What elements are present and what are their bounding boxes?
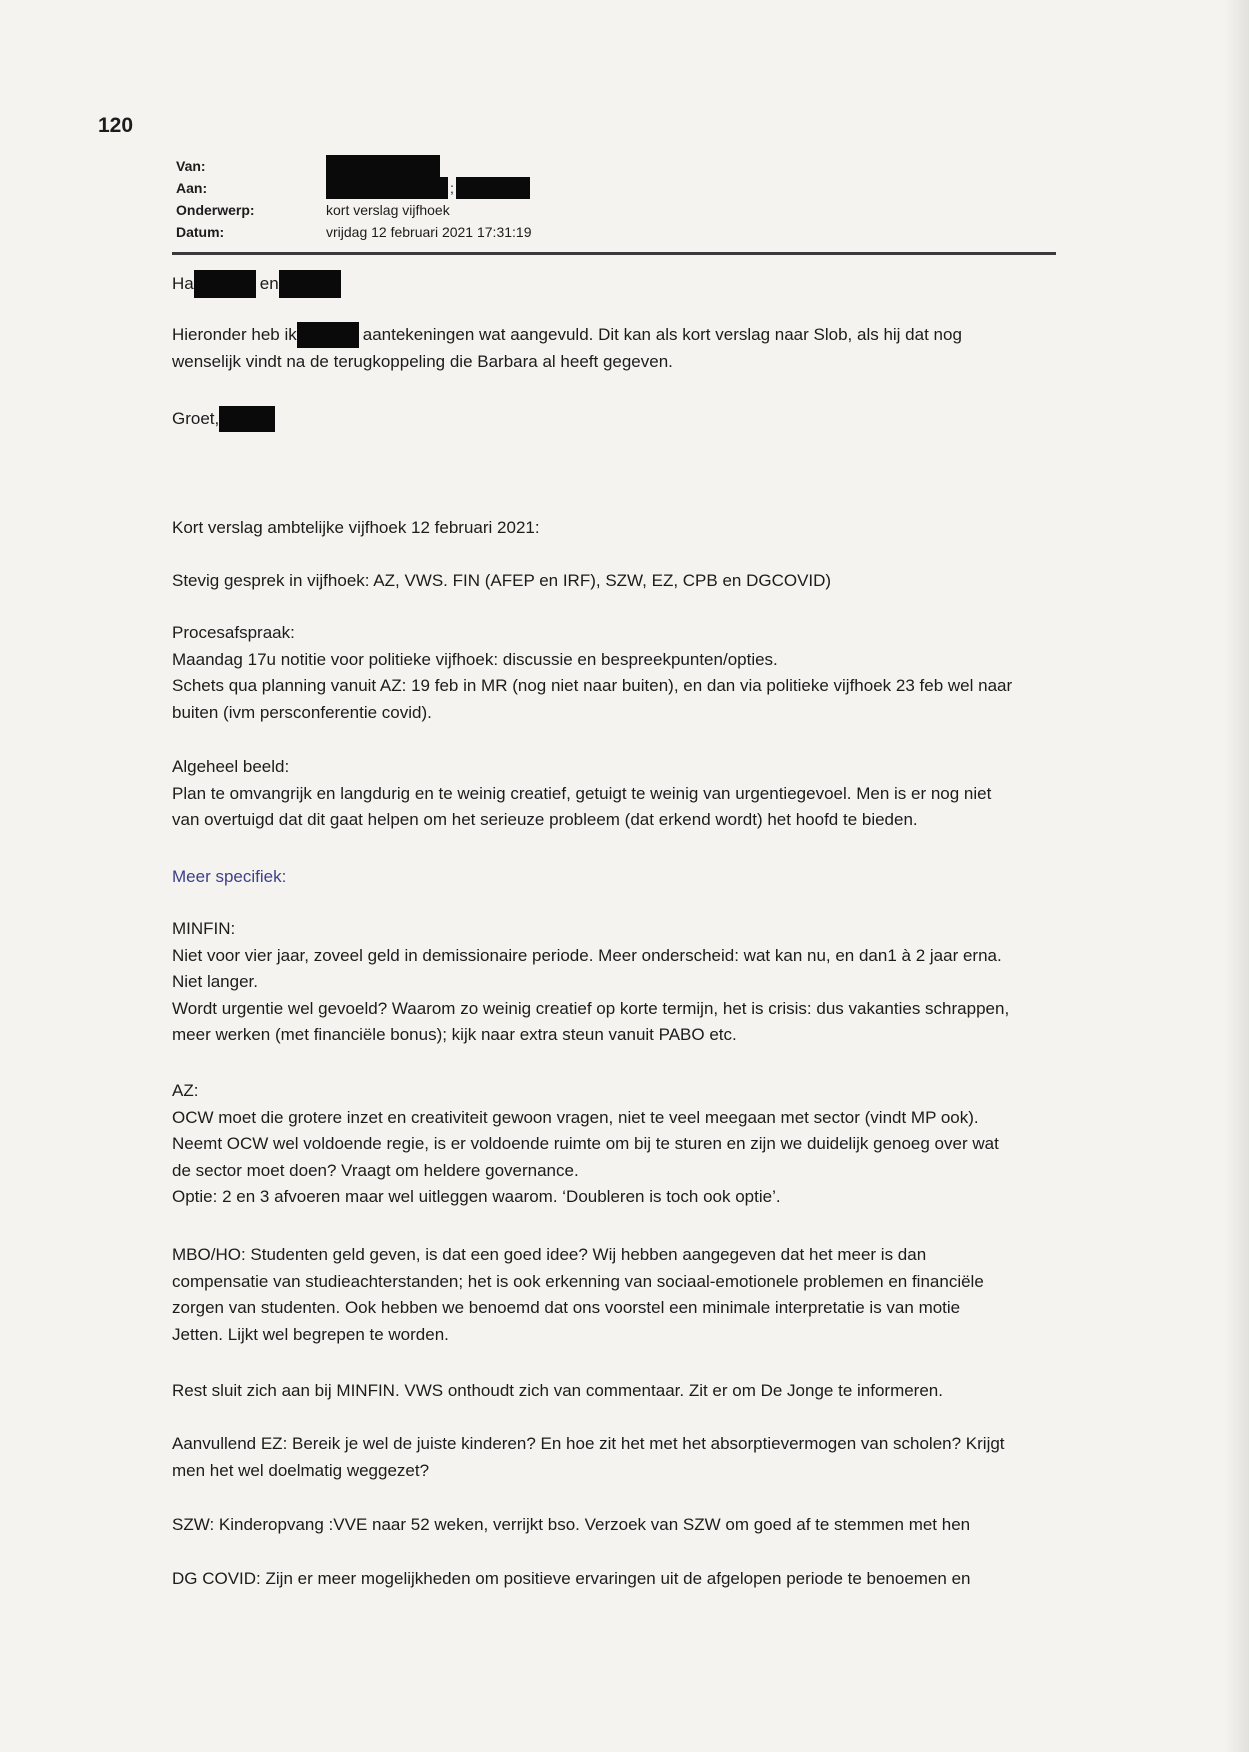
ez-section <box>172 1431 1052 1484</box>
az-line: de sector moet doen? Vraagt om heldere governance. <box>172 1160 579 1180</box>
process-line: Schets qua planning vanuit AZ: 19 feb in MR (nog niet naar buiten), en dan via politieke vijfhoek 23 feb wel naar <box>172 676 1013 695</box>
process-line: buiten (ivm persconferentie covid). <box>172 702 432 722</box>
from-value <box>326 155 440 177</box>
greeting-connector: en <box>259 273 279 293</box>
minfin-line: Niet langer. <box>172 972 258 991</box>
from-label: Van: <box>176 158 206 174</box>
ez-line: Aanvullend EZ: Bereik je wel de juiste kinderen? En hoe zit het met het absorptievermogen van scholen? Krijgt <box>172 1434 1005 1453</box>
mbo-line: MBO/HO: Studenten geld geven, is dat een goed idee? Wij hebben aangegeven dat het meer is dan <box>172 1245 927 1264</box>
mbo-line: Jetten. Lijkt wel begrepen te worden. <box>172 1324 449 1344</box>
email-header <box>176 155 1056 243</box>
az-line: Neemt OCW wel voldoende regie, is er voldoende ruimte om bij te sturen en zijn we duidelijk genoeg over wat <box>172 1134 999 1153</box>
az-section <box>172 1078 1052 1211</box>
subject-value: kort verslag vijfhoek <box>326 202 450 218</box>
page-edge <box>1225 0 1249 1752</box>
intro-part2: aantekeningen wat aangevuld. Dit kan als kort verslag naar Slob, als hij dat nog <box>362 325 962 344</box>
intro-paragraph <box>172 322 1052 375</box>
overall-line: Plan te omvangrijk en langdurig en te weinig creatief, getuigt te weinig van urgentiegevoel. Men is er nog niet <box>172 783 992 803</box>
redaction-block <box>456 177 530 199</box>
redaction-block <box>326 155 440 177</box>
ez-line: men het wel doelmatig weggezet? <box>172 1460 430 1480</box>
dgcovid-line: DG COVID: Zijn er meer mogelijkheden om positieve ervaringen uit de afgelopen periode te benoemen en <box>172 1569 971 1588</box>
az-line: Optie: 2 en 3 afvoeren maar wel uitleggen waarom. ‘Doubleren is toch ook optie’. <box>172 1187 781 1206</box>
az-heading: AZ: <box>172 1081 199 1100</box>
minfin-line: Niet voor vier jaar, zoveel geld in demissionaire periode. Meer onderscheid: wat kan nu, en dan1 à 2 jaar erna. <box>172 945 1002 965</box>
mbo-section <box>172 1242 1052 1348</box>
greeting-prefix: Ha <box>172 273 194 293</box>
page-number: 120 <box>98 114 134 137</box>
process-section <box>172 620 1052 726</box>
redaction-block <box>194 270 256 298</box>
redaction-block <box>219 406 275 432</box>
subject-label: Onderwerp: <box>176 202 255 218</box>
az-line: OCW moet die grotere inzet en creativiteit gewoon vragen, niet te veel meegaan met sector (vindt MP ook). <box>172 1107 979 1127</box>
process-heading: Procesafspraak: <box>172 623 295 642</box>
minfin-line: Wordt urgentie wel gevoeld? Waarom zo weinig creatief op korte termijn, het is crisis: dus vakanties schrappen, <box>172 998 1010 1018</box>
overall-line: van overtuigd dat dit gaat helpen om het serieuze probleem (dat erkend wordt) het hoofd te bieden. <box>172 810 918 829</box>
overall-heading: Algeheel beeld: <box>172 757 290 776</box>
subject-row <box>176 199 1056 221</box>
to-separator: ; <box>450 180 454 196</box>
to-row <box>176 177 1056 199</box>
report-title: Kort verslag ambtelijke vijfhoek 12 februari 2021: <box>172 518 540 537</box>
mbo-line: zorgen van studenten. Ook hebben we benoemd dat ons voorstel een minimale interpretatie is van motie <box>172 1298 961 1317</box>
from-row <box>176 155 1056 177</box>
minfin-section <box>172 916 1052 1049</box>
date-label: Datum: <box>176 224 225 240</box>
greeting-line <box>172 270 1052 298</box>
process-line: Maandag 17u notitie voor politieke vijfhoek: discussie en bespreekpunten/opties. <box>172 649 778 669</box>
header-divider <box>172 252 1056 255</box>
minfin-heading: MINFIN: <box>172 919 236 938</box>
date-value: vrijdag 12 februari 2021 17:31:19 <box>326 224 532 240</box>
closing-text: Groet, <box>172 409 220 428</box>
redaction-block <box>326 177 448 199</box>
specific-heading: Meer specifiek: <box>172 867 287 886</box>
closing-line <box>172 406 1052 433</box>
mbo-line: compensatie van studieachterstanden; het is ook erkenning van sociaal-emotionele problemen en financiële <box>172 1271 984 1291</box>
minfin-line: meer werken (met financiële bonus); kijk naar extra steun vanuit PABO etc. <box>172 1025 737 1044</box>
to-label: Aan: <box>176 180 208 196</box>
redaction-block <box>297 322 359 348</box>
intro-part1: Hieronder heb ik <box>172 325 297 344</box>
participants-line: Stevig gesprek in vijfhoek: AZ, VWS. FIN (AFEP en IRF), SZW, EZ, CPB en DGCOVID) <box>172 571 832 590</box>
intro-line2: wenselijk vindt na de terugkoppeling die Barbara al heeft gegeven. <box>172 351 673 371</box>
overall-section <box>172 754 1052 834</box>
redaction-block <box>279 270 341 298</box>
to-value <box>326 177 530 199</box>
date-row <box>176 221 1056 243</box>
szw-line: SZW: Kinderopvang :VVE naar 52 weken, verrijkt bso. Verzoek van SZW om goed af te stemmen met hen <box>172 1515 971 1534</box>
rest-line: Rest sluit zich aan bij MINFIN. VWS onthoudt zich van commentaar. Zit er om De Jonge te informeren. <box>172 1381 943 1400</box>
